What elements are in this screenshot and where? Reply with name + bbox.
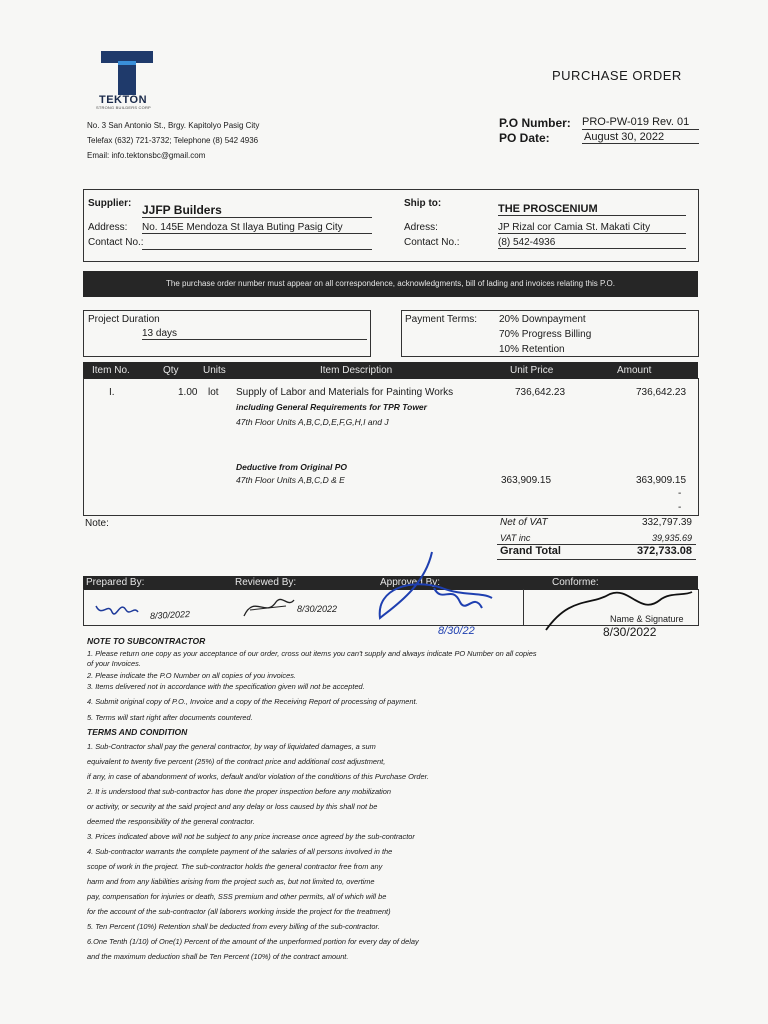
notice-bar	[83, 271, 698, 297]
po-number-value: PRO-PW-019 Rev. 01	[582, 116, 699, 130]
term-line: 6.One Tenth (1/10) of One(1) Percent of the amount of the unperformed portion for every day of delay	[87, 937, 419, 946]
conforme-date: 8/30/2022	[603, 625, 657, 639]
signature-divider	[523, 589, 524, 625]
note-item: 5. Terms will start right after documents countered.	[87, 713, 253, 722]
po-number-label: P.O Number:	[499, 116, 571, 130]
shipto-address-label: Adress:	[404, 222, 438, 233]
payment-terms-box	[401, 310, 699, 357]
term-line: or activity, or security at the said project and any delay or loss caused by this shall not be	[87, 802, 378, 811]
term-line: harm and from any liabilities arising from the project such as, but not limited to, overtime	[87, 877, 375, 886]
term-line: pay, compensation for injuries or death, SSS premium and other permits, all of which will be	[87, 892, 387, 901]
term-line: 4. Sub-contractor warrants the complete payment of the salaries of all persons involved in the	[87, 847, 393, 856]
col-unit-price: Unit Price	[510, 365, 554, 376]
notice-text: The purchase order number must appear on all correspondence, acknowledgments, bill of lading and invoices relating this P.O.	[166, 279, 615, 288]
company-logo-text: TEKTON	[99, 94, 148, 106]
term-line: 3. Prices indicated above will not be subject to any price increase once agreed by the sub-contractor	[87, 832, 415, 841]
items-table-body	[83, 378, 699, 516]
row-desc: Supply of Labor and Materials for Painting Works	[236, 387, 454, 398]
approved-by-label: Approved By:	[380, 577, 441, 588]
row-item-no: I.	[109, 387, 115, 398]
table-header	[83, 362, 698, 379]
col-description: Item Description	[320, 365, 393, 376]
supplier-label: Supplier:	[88, 198, 132, 209]
supplier-address: No. 145E Mendoza St Ilaya Buting Pasig City	[142, 222, 372, 234]
shipto-label: Ship to:	[404, 198, 442, 209]
supplier-name: JJFP Builders	[142, 203, 372, 218]
conforme-label: Conforme:	[552, 577, 599, 588]
col-qty: Qty	[163, 365, 179, 376]
payment-term: 20% Downpayment	[499, 314, 586, 325]
project-duration-label: Project Duration	[88, 314, 160, 325]
supplier-shipto-box	[83, 189, 699, 262]
term-line: 2. It is understood that sub-contractor has done the proper inspection before any mobilization	[87, 787, 392, 796]
project-duration-value: 13 days	[142, 328, 367, 340]
row2-amount: 363,909.15	[636, 475, 687, 486]
row-desc2: including General Requirements for TPR Tower	[236, 402, 427, 412]
supplier-contact-label: Contact No.:	[88, 237, 144, 248]
net-of-vat-value: 332,797.39	[641, 517, 692, 528]
notes-heading: NOTE TO SUBCONTRACTOR	[87, 636, 206, 646]
terms-heading: TERMS AND CONDITION	[87, 727, 188, 737]
dash: -	[678, 488, 682, 499]
po-date-label: PO Date:	[499, 131, 550, 145]
company-phones: Telefax (632) 721-3732; Telephone (8) 542 4936	[87, 136, 259, 145]
prepared-date: 8/30/2022	[149, 608, 191, 622]
vat-value: 39,935.69	[651, 533, 692, 543]
term-line: 5. Ten Percent (10%) Retention shall be deducted from every billing of the sub-contractor.	[87, 922, 380, 931]
row-qty: 1.00	[178, 387, 198, 398]
term-line: deemed the responsibility of the general contractor.	[87, 817, 255, 826]
term-line: and the maximum deduction shall be Ten Percent (10%) of the contract amount.	[87, 952, 349, 961]
note-item: 2. Please indicate the P.O Number on all copies of you invoices.	[87, 671, 296, 680]
grand-total-underline	[497, 559, 696, 560]
col-units: Units	[203, 365, 226, 376]
note-label: Note:	[85, 518, 109, 529]
name-signature-label: Name & Signature	[610, 614, 684, 624]
term-line: if any, in case of abandonment of works, default and/or violation of the conditions of this Purchase Order.	[87, 772, 429, 781]
row-unit-price: 736,642.23	[515, 387, 566, 398]
company-address: No. 3 San Antonio St., Brgy. Kapitolyo Pasig City	[87, 121, 260, 130]
note-item: 1. Please return one copy as your acceptance of our order, cross out items you can't supply and always indicate PO Number on all copies	[87, 649, 537, 658]
company-logo-subtext: STRONG BUILDERS CORP	[96, 105, 151, 110]
payment-term: 70% Progress Billing	[499, 329, 592, 340]
approved-date: 8/30/22	[438, 625, 475, 637]
shipto-name: THE PROSCENIUM	[498, 203, 686, 216]
approved-signature-icon	[372, 548, 502, 644]
reviewed-signature-icon	[236, 588, 306, 628]
payment-term: 10% Retention	[499, 344, 565, 355]
row2-desc2: 47th Floor Units A,B,C,D & E	[236, 475, 345, 485]
page-title: PURCHASE ORDER	[552, 68, 682, 83]
dash: -	[678, 502, 682, 513]
row-unit: lot	[208, 387, 219, 398]
payment-terms-label: Payment Terms:	[405, 314, 478, 325]
row-desc3: 47th Floor Units A,B,C,D,E,F,G,H,I and J	[236, 417, 389, 427]
reviewed-by-label: Reviewed By:	[235, 577, 297, 588]
note-item: of your Invoices.	[87, 659, 141, 668]
note-item: 4. Submit original copy of P.O., Invoice and a copy of the Receiving Report of processing of payment.	[87, 697, 418, 706]
company-logo-icon	[101, 51, 153, 95]
note-item: 3. Items delivered not in accordance with the specification given will not be accepted.	[87, 682, 365, 691]
shipto-address: JP Rizal cor Camia St. Makati City	[498, 222, 686, 234]
prepared-by-label: Prepared By:	[86, 577, 145, 588]
row2-unit-price: 363,909.15	[501, 475, 552, 486]
term-line: equivalent to twenty five percent (25%) of the contract price and additional cost adjustment,	[87, 757, 386, 766]
grand-total-value: 372,733.08	[636, 545, 692, 557]
net-of-vat-label: Net of VAT	[500, 517, 548, 528]
term-line: 1. Sub-Contractor shall pay the general contractor, by way of liquidated damages, a sum	[87, 742, 376, 751]
project-duration-box	[83, 310, 371, 357]
reviewed-date: 8/30/2022	[297, 604, 338, 614]
row2-desc: Deductive from Original PO	[236, 462, 347, 472]
company-email: Email: info.tektonsbc@gmail.com	[87, 151, 206, 160]
term-line: scope of work in the project. The sub-contractor holds the general contractor free from any	[87, 862, 383, 871]
shipto-contact-label: Contact No.:	[404, 237, 460, 248]
shipto-contact: (8) 542-4936	[498, 237, 686, 249]
payment-terms-list	[499, 312, 591, 357]
supplier-contact	[142, 237, 372, 250]
vat-label: VAT inc	[500, 533, 531, 543]
grand-total-label: Grand Total	[500, 545, 561, 557]
col-amount: Amount	[617, 365, 652, 376]
col-item-no: Item No.	[92, 365, 130, 376]
term-line: for the account of the sub-contractor (all laborers working inside the project for the treatment)	[87, 907, 391, 916]
supplier-address-label: Address:	[88, 222, 128, 233]
row-amount: 736,642.23	[636, 387, 687, 398]
po-date-value: August 30, 2022	[582, 131, 699, 144]
